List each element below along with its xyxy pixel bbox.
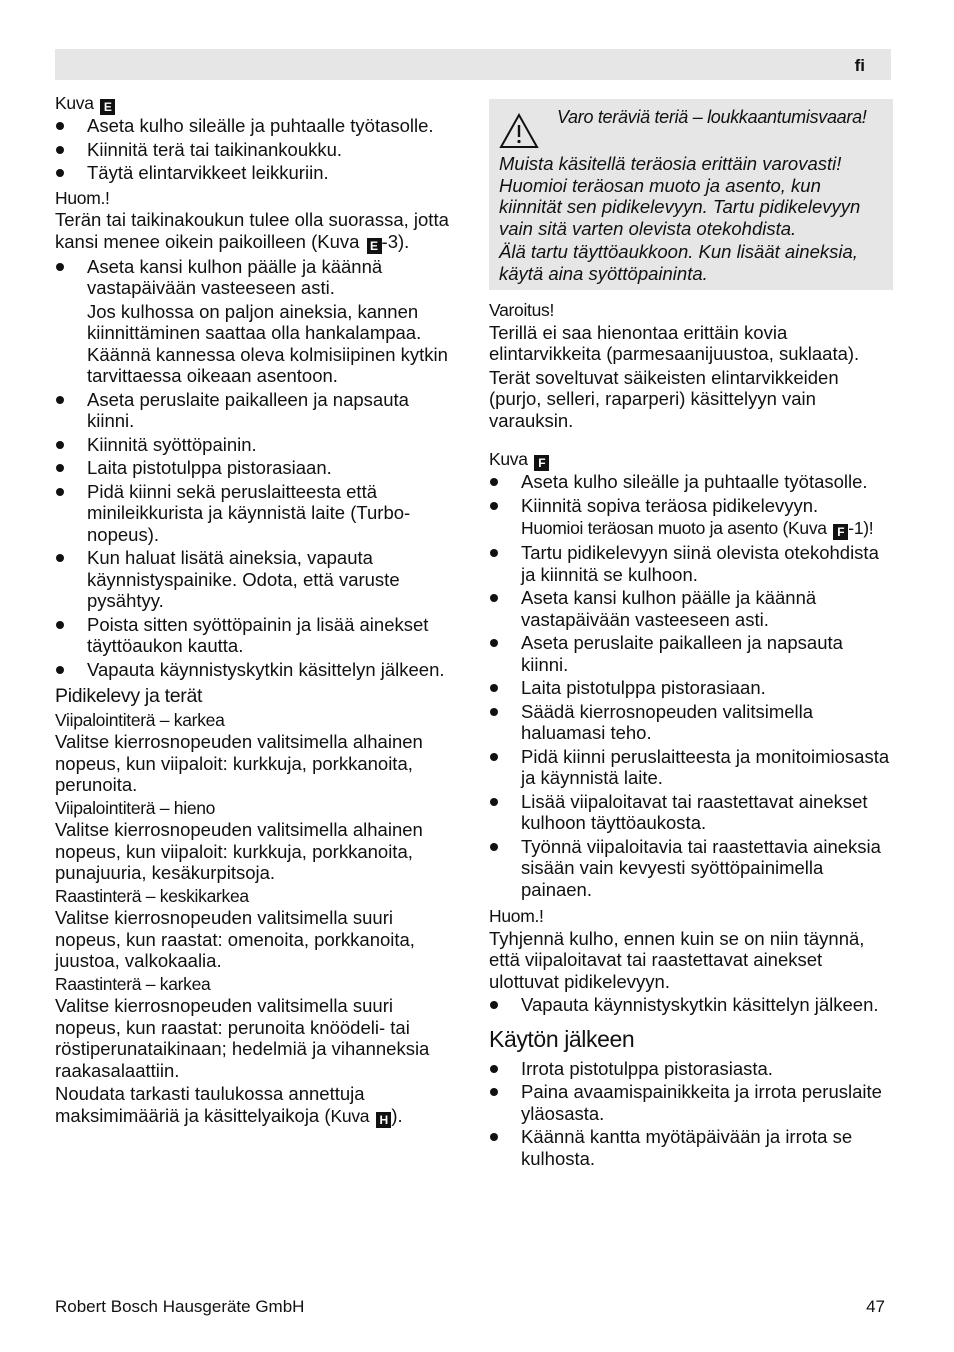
list-item: Lisää viipaloitavat tai raastettavat ainekset kulhoon täyttöaukosta. [489,791,893,834]
bullet-icon [56,464,64,472]
list-item: Säädä kierrosnopeuden valitsimella haluamasi teho. [489,701,893,744]
figure-label: Kuva [55,93,94,113]
bullet-icon [490,1065,498,1073]
list-item: Laita pistotulppa pistorasiaan. [55,457,455,479]
list-item: Aseta peruslaite paikalleen ja napsauta kiinni. [489,632,893,675]
steps-list [489,994,893,1016]
blade-title: Viipalointiterä – hieno [55,797,216,818]
bullet-icon [490,684,498,692]
figure-e-icon: E [100,99,115,115]
bullet-icon [490,478,498,486]
steps-list [55,115,455,184]
warning-title: Varo teräviä teriä – loukkaantumisvaara! [557,107,867,127]
closing-text: Noudata tarkasti taulukossa annettuja maksimimääriä ja käsittelyaikoja (Kuva H ). [55,1083,403,1127]
bullet-icon [490,1133,498,1141]
blade-block [55,886,455,972]
figure-label: Kuva [330,1105,370,1126]
bullet-icon [490,639,498,647]
note-text: Terän tai taikinakoukun tulee olla suorassa, jotta kansi menee oikein paikoilleen (Kuva E -3). [55,209,449,253]
warning-box [489,99,893,290]
blade-text: Valitse kierrosnopeuden valitsimella suuri nopeus, kun raastat: omenoita, porkkanoita, juustoa, valkokaalia. [55,907,415,971]
figure-f-icon: F [534,455,549,471]
list-item: Täytä elintarvikkeet leikkuriin. [55,162,455,184]
list-item-detail: Huomioi teräosan muoto ja asento (Kuva F -1)! [521,518,874,539]
caution-title: Varoitus! [489,300,555,320]
list-item: Vapauta käynnistyskytkin käsittelyn jälkeen. [489,994,893,1016]
list-item: Aseta kulho sileälle ja puhtaalle työtasolle. [55,115,455,137]
bullet-icon [56,666,64,674]
list-item: Aseta kansi kulhon päälle ja käännä vastapäivään vasteeseen asti. [489,587,893,630]
bullet-icon [56,169,64,177]
blade-text: Valitse kierrosnopeuden valitsimella suuri nopeus, kun raastat: perunoita knöödeli- tai röstiperunataikinaan; hedelmiä ja vihanneksia raakasalaattiin. [55,995,430,1081]
list-item: Poista sitten syöttöpainin ja lisää ainekset täyttöaukon kautta. [55,614,455,657]
figure-e-heading [55,93,455,115]
bullet-icon [490,594,498,602]
bullet-icon [56,146,64,154]
bullet-icon [56,621,64,629]
bullet-icon [56,488,64,496]
list-item: Aseta kansi kulhon päälle ja käännä vastapäivään vasteeseen asti. Jos kulhossa on paljon aineksia, kannen kiinnittäminen saattaa olla hankalampaa. Käännä kannessa oleva kolmisiipinen kytkin tarvittaessa oikeaan asentoon. [55,256,455,387]
header-bar [55,49,891,80]
caution-text: Terät soveltuvat säikeisten elintarvikkeiden (purjo, selleri, raparperi) käsittelyyn vain varauksin. [489,366,839,431]
section-title: Käytön jälkeen [489,1025,635,1052]
list-item: Kun haluat lisätä aineksia, vapauta käynnistyspainike. Odota, että varuste pysähtyy. [55,547,455,612]
list-item-detail: Jos kulhossa on paljon aineksia, kannen kiinnittäminen saattaa olla hankalampaa. Käännä kannessa oleva kolmisiipinen kytkin tarvittaessa oikeaan asentoon. [87,300,448,386]
steps-list [489,471,893,900]
steps-list [489,1058,893,1170]
language-code: fi [854,56,865,75]
warning-text: Älä tartu täyttöaukkoon. Kun lisäät aineksia, käytä aina syöttöpaininta. [499,241,858,284]
list-item: Vapauta käynnistyskytkin käsittelyn jälkeen. [55,659,455,681]
left-column [55,91,455,1130]
right-column [489,99,893,1171]
bullet-icon [56,122,64,130]
blade-title: Viipalointiterä – karkea [55,709,225,730]
blade-title: Raastinterä – karkea [55,973,211,994]
blade-block [55,974,455,1082]
caution-text: Terillä ei saa hienontaa erittäin kovia elintarvikkeita (parmesaanijuustoa, suklaata). [489,321,860,364]
section-title: Pidikelevy ja terät [55,685,203,707]
bullet-icon [490,502,498,510]
bullet-icon [490,549,498,557]
warning-text: Muista käsitellä teräosia erittäin varovasti! Huomioi teräosan muoto ja asento, kun kiinnität sen pidikelevyyn. Tartu pidikelevyyn vain sitä varten olevista otekohdista. [499,153,861,239]
footer-company: Robert Bosch Hausgeräte GmbH [55,1297,305,1316]
bullet-icon [490,798,498,806]
list-item: Kiinnitä sopiva teräosa pidikelevyyn. Huomioi teräosan muoto ja asento (Kuva F -1)! [489,495,893,541]
bullet-icon [56,441,64,449]
bullet-icon [490,1001,498,1009]
figure-f-icon: F [833,524,848,540]
bullet-icon [490,843,498,851]
blade-text: Valitse kierrosnopeuden valitsimella alhainen nopeus, kun viipaloit: kurkkuja, porkkanoita, perunoita. [55,731,423,795]
list-item: Käännä kantta myötäpäivään ja irrota se kulhosta. [489,1126,893,1169]
list-item: Paina avaamispainikkeita ja irrota peruslaite yläosasta. [489,1081,893,1124]
list-item: Kiinnitä terä tai taikinankoukku. [55,139,455,161]
bullet-icon [490,1088,498,1096]
list-item: Aseta kulho sileälle ja puhtaalle työtasolle. [489,471,893,493]
list-item: Pidä kiinni peruslaitteesta ja monitoimiosasta ja käynnistä laite. [489,746,893,789]
figure-f-heading [489,449,893,471]
note-title: Huom.! [489,906,544,926]
bullet-icon [490,753,498,761]
blade-title: Raastinterä – keskikarkea [55,885,249,906]
list-item: Aseta peruslaite paikalleen ja napsauta kiinni. [55,389,455,432]
bullet-icon [56,396,64,404]
figure-e-icon: E [367,238,382,254]
figure-label: Kuva [489,449,528,469]
page-number: 47 [866,1297,885,1316]
list-item: Tartu pidikelevyyn siinä olevista otekohdista ja kiinnitä se kulhoon. [489,542,893,585]
blade-text: Valitse kierrosnopeuden valitsimella alhainen nopeus, kun viipaloit: kurkkuja, porkkanoita, punajuuria, kesäkurpitsoja. [55,819,423,883]
steps-list [55,256,455,681]
bullet-icon [490,708,498,716]
list-item: Työnnä viipaloitavia tai raastettavia aineksia sisään vain kevyesti syöttöpainimella painaen. [489,836,893,901]
list-item: Irrota pistotulppa pistorasiasta. [489,1058,893,1080]
list-item: Pidä kiinni sekä peruslaitteesta että minileikkurista ja käynnistä laite (Turbo-nopeus). [55,481,455,546]
figure-h-icon: H [376,1112,391,1128]
bullet-icon [56,263,64,271]
note-title: Huom.! [55,187,110,208]
note-text: Tyhjennä kulho, ennen kuin se on niin täynnä, että viipaloitavat tai raastettavat ainekset ulottuvat pidikelevyyn. [489,927,865,992]
warning-triangle-icon [499,113,539,149]
blade-block [55,710,455,796]
list-item: Kiinnitä syöttöpainin. [55,434,455,456]
bullet-icon [56,554,64,562]
blade-block [55,798,455,884]
list-item: Laita pistotulppa pistorasiaan. [489,677,893,699]
